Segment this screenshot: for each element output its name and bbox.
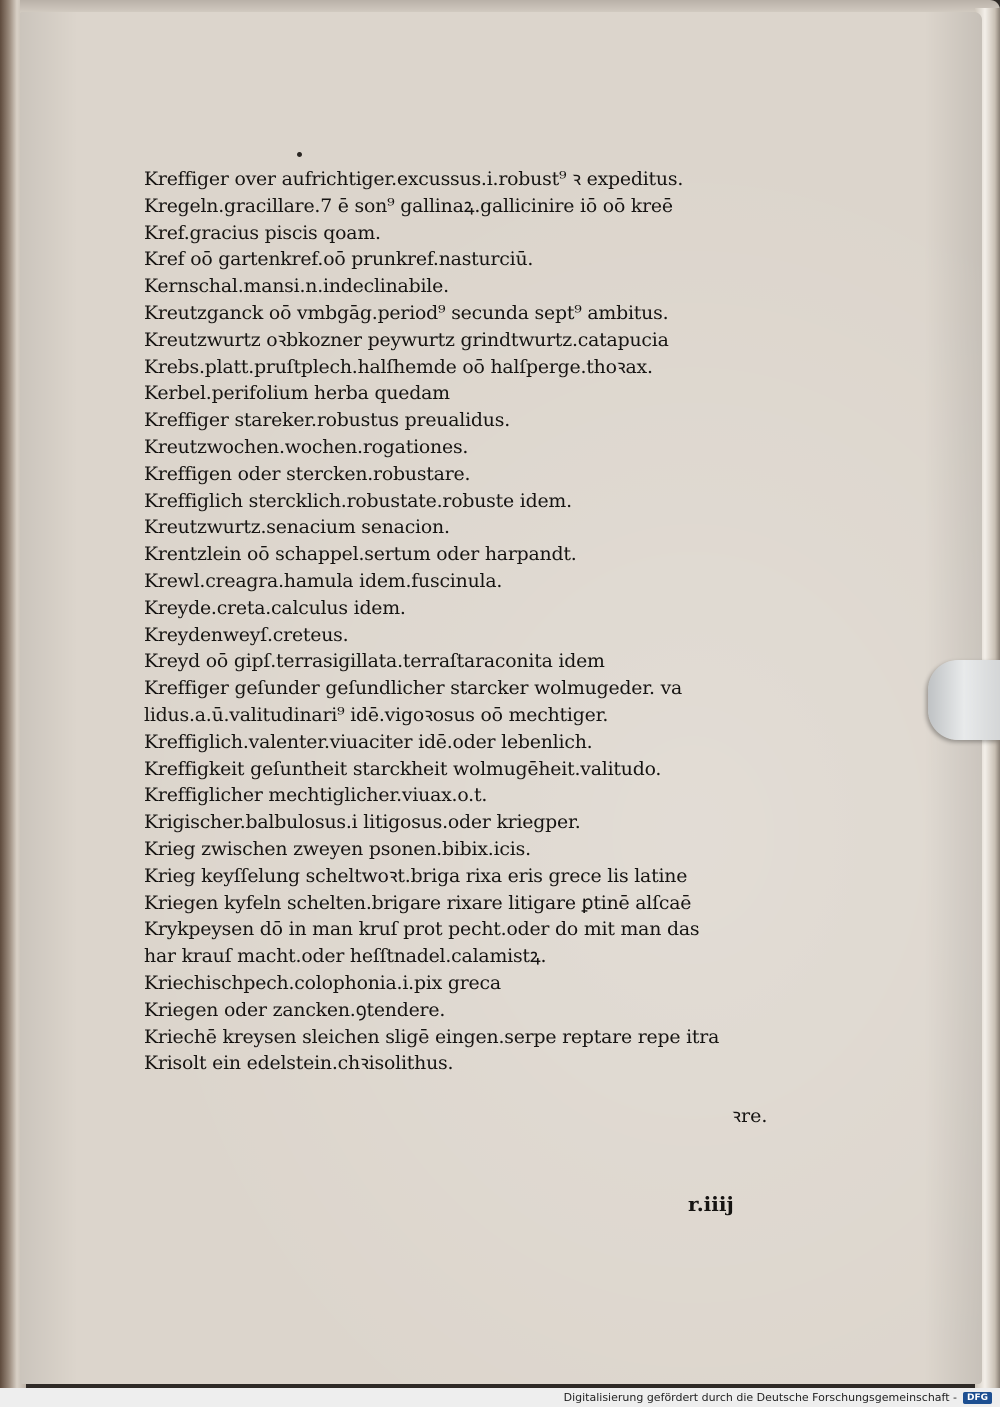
- text-line: Krieg keyſſelung scheltwoꝛt.briga rixa eris grece lis latine: [144, 864, 688, 887]
- text-line: Kref oō gartenkref.oō prunkref.nasturciū.: [144, 248, 534, 271]
- text-line: Kreffiglich.valenter.viuaciter idē.oder lebenlich.: [144, 730, 593, 753]
- ink-mark: [297, 152, 302, 157]
- text-line: Kreutzganck oō vmbgāg.period⁹ secunda sept⁹ ambitus.: [144, 301, 669, 324]
- text-line: Kreydenweyſ.creteus.: [144, 623, 349, 646]
- text-line: Kriegen kyfeln schelten.brigare rixare litigare ꝑtinē alſcaē: [144, 891, 692, 914]
- text-line: Krebs.platt.pruſtplech.halſhemde oō halſperge.thoꝛax.: [144, 355, 653, 378]
- text-line: har krauſ macht.oder heſſtnadel.calamistꝝ.: [144, 945, 547, 968]
- text-line: Krewl.creagra.hamula idem.fuscinula.: [144, 569, 503, 592]
- text-line: Krisolt ein edelstein.chꝛisolithus.: [144, 1052, 454, 1075]
- dfg-logo: DFG: [963, 1392, 992, 1404]
- text-line: Kriechischpech.colophonia.i.pix greca: [144, 971, 501, 994]
- text-line: Kreffiger over aufrichtiger.excussus.i.robust⁹ ꝛ expeditus.: [144, 168, 684, 190]
- text-line: Kreffiger geſunder geſundlicher starcker wolmugeder. va: [144, 677, 683, 700]
- footer-bar: [0, 1388, 1000, 1407]
- funding-notice: Digitalisierung gefördert durch die Deutsche Forschungsgemeinschaft -: [563, 1391, 957, 1404]
- text-line: Kref.gracius piscis qoam.: [144, 221, 381, 244]
- text-line: Kreffiglicher mechtiglicher.viuax.o.t.: [144, 784, 488, 807]
- text-line: Kerbel.perifolium herba quedam: [144, 382, 450, 405]
- text-line: Kernschal.mansi.n.indeclinabile.: [144, 275, 449, 298]
- text-line: Kriechē kreysen sleichen sligē eingen.serpe reptare repe itra: [144, 1025, 720, 1048]
- text-line: Kreyde.creta.calculus idem.: [144, 596, 406, 619]
- text-line: Krigischer.balbulosus.i litigosus.oder kriegper.: [144, 811, 581, 834]
- text-line: Kreutzwurtz.senacium senacion.: [144, 516, 450, 539]
- text-line: Kriegen oder zancken.ꝯtendere.: [144, 998, 446, 1021]
- text-line: Krentzlein oō schappel.sertum oder harpandt.: [144, 543, 577, 566]
- text-line: Kreffiglich stercklich.robustate.robuste idem.: [144, 489, 572, 512]
- text-line: Krieg zwischen zweyen psonen.bibix.icis.: [144, 837, 531, 860]
- dictionary-text: [144, 166, 794, 1077]
- margin-note: ꝛre.: [732, 1105, 768, 1127]
- text-line: lidus.a.ū.valitudinari⁹ idē.vigoꝛosus oō mechtiger.: [144, 703, 609, 726]
- text-line: Kreutzwurtz oꝛbkozner peywurtz grindtwurtz.catapucia: [144, 328, 669, 351]
- text-line: Kreffigkeit geſuntheit starckheit wolmugēheit.valitudo.: [144, 757, 662, 780]
- text-line: Kreffiger stareker.robustus preualidus.: [144, 409, 511, 432]
- signature-mark: r.iiij: [688, 1192, 734, 1216]
- text-line: Kregeln.gracillare.7 ē son⁹ gallinaꝝ.gallicinire iō oō kreē: [144, 194, 673, 217]
- text-line: Kreyd oō gipſ.terrasigillata.terraſtaraconita idem: [144, 650, 605, 673]
- text-line: Kreutzwochen.wochen.rogationes.: [144, 435, 469, 458]
- text-line: Kreffigen oder stercken.robustare.: [144, 462, 471, 485]
- page-clip: [928, 660, 1000, 740]
- text-line: Krykpeysen dō in man kruſ prot pecht.oder do mit man das: [144, 918, 700, 941]
